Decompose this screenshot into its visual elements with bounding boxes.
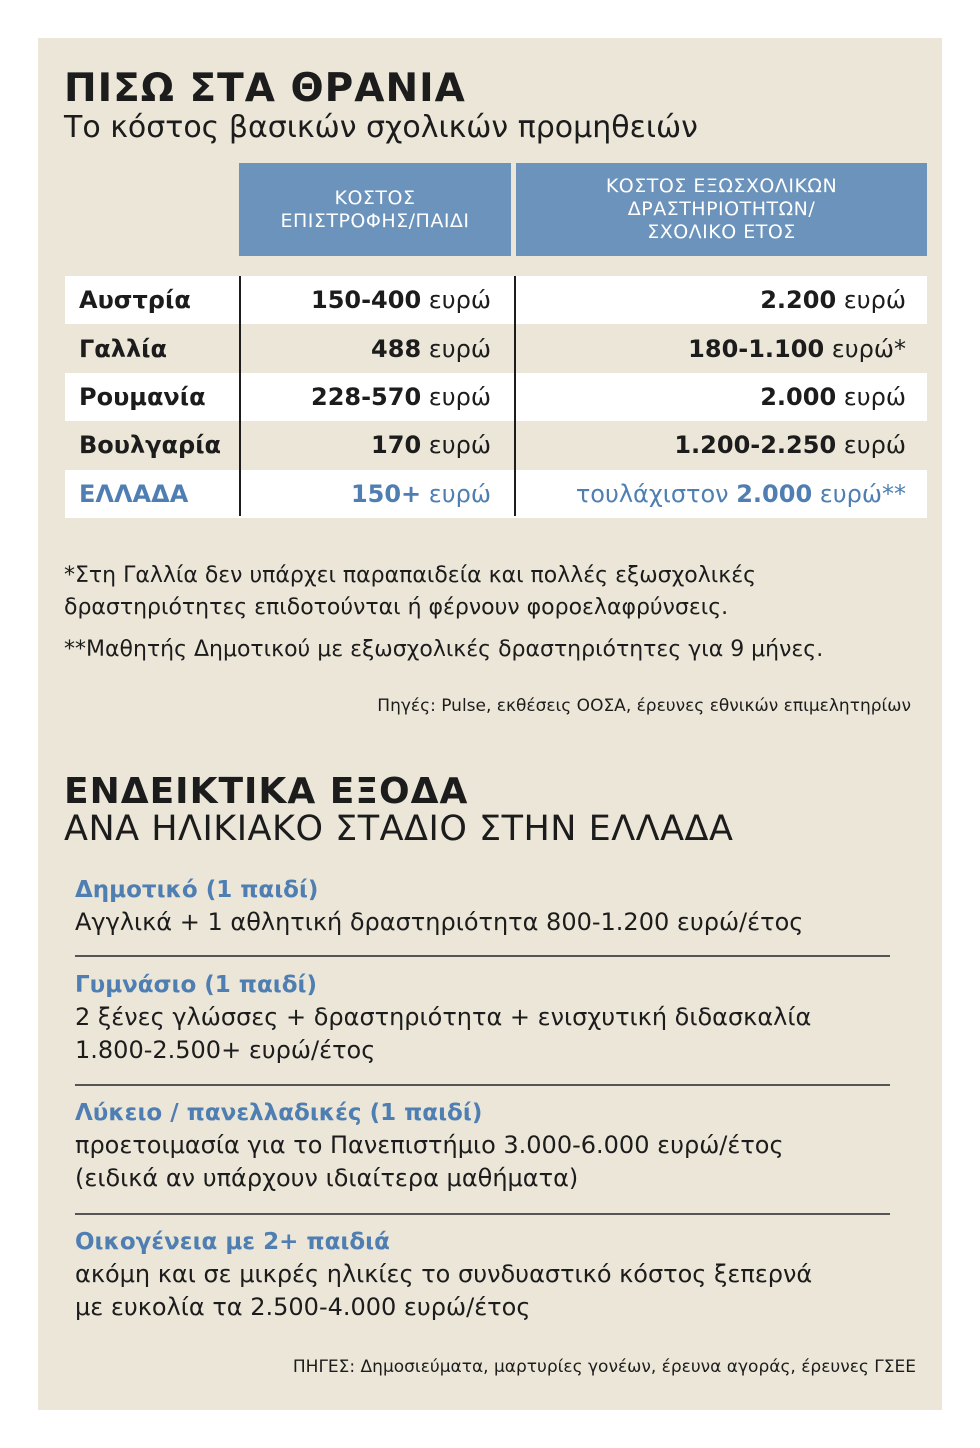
stage-detail: 2 ξένες γλώσσες + δραστηριότητα + ενισχυτική διδασκαλία [75,1003,812,1031]
extracurricular-cost-cell [688,324,906,372]
footnote-line: δραστηριότητες επιδοτούνται ή φέρνουν φοροελαφρύνσεις. [64,595,729,620]
table-header-return-cost [239,163,511,256]
value: 150+ [350,479,422,508]
stage-heading: Γυμνάσιο (1 παιδί) [75,972,318,998]
unit: ευρώ [843,382,906,411]
extracurricular-cost-cell [674,421,906,469]
value: 1.200-2.250 [674,431,837,460]
stage-gymnasium [75,969,905,1067]
unit: ευρώ [428,431,491,460]
value: 2.200 [760,286,837,315]
unit: ευρώ [428,334,491,363]
prefix: τουλάχιστον [575,479,729,508]
divider [75,955,890,957]
stage-family [75,1226,905,1324]
divider [75,1084,890,1086]
cost-table [65,276,927,518]
value: 180-1.100 [688,334,825,363]
stage-lyceum [75,1097,905,1195]
table-header-extracurricular-cost [516,163,927,256]
section1-subtitle: Το κόστος βασικών σχολικών προμηθειών [64,110,698,145]
return-cost-cell [351,470,491,518]
extracurricular-cost-cell [760,373,906,421]
value: 150-400 [311,286,422,315]
unit: ευρώ* [831,334,906,363]
header-line: ΣΧΟΛΙΚΟ ΕΤΟΣ [647,221,796,243]
stage-heading: Οικογένεια με 2+ παιδιά [75,1229,390,1255]
stage-detail: 1.800-2.500+ ευρώ/έτος [75,1036,376,1064]
stage-detail: με ευκολία τα 2.500-4.000 ευρώ/έτος [75,1293,531,1321]
country-cell: Βουλγαρία [79,431,222,460]
extracurricular-cost-cell [576,470,906,518]
table-row [65,276,927,324]
table-row [65,324,927,372]
value: 488 [371,334,422,363]
header-line: ΕΠΙΣΤΡΟΦΗΣ/ΠΑΙΔΙ [280,209,470,232]
return-cost-cell [311,276,491,324]
extracurricular-cost-cell [760,276,906,324]
stage-primary [75,874,905,939]
table-row [65,373,927,421]
value: 170 [371,431,422,460]
unit: ευρώ [428,286,491,315]
value: 2.000 [736,479,813,508]
source-note-section2: ΠΗΓΕΣ: Δημοσιεύματα, μαρτυρίες γονέων, έρευνα αγοράς, έρευνες ΓΣΕΕ [292,1357,916,1377]
header-line: ΔΡΑΣΤΗΡΙΟΤΗΤΩΝ/ [627,198,816,220]
column-divider [239,276,241,516]
unit: ευρώ [843,286,906,315]
unit: ευρώ [428,382,491,411]
section2-subtitle: ΑΝΑ ΗΛΙΚΙΑΚΟ ΣΤΑΔΙΟ ΣΤΗΝ ΕΛΛΑΔΑ [64,809,734,849]
table-row [65,421,927,469]
country-cell: Αυστρία [79,286,191,315]
header-line: ΚΟΣΤΟΣ ΕΞΩΣΧΟΛΙΚΩΝ [605,175,838,197]
footnote-line: *Στη Γαλλία δεν υπάρχει παραπαιδεία και πολλές εξωσχολικές [64,563,757,588]
value: 228-570 [311,382,422,411]
stage-heading: Δημοτικό (1 παιδί) [75,877,319,903]
section2-title: ΕΝΔΕΙΚΤΙΚΑ ΕΞΟΔΑ [64,771,469,812]
stage-detail: προετοιμασία για το Πανεπιστήμιο 3.000-6.000 ευρώ/έτος [75,1131,784,1159]
country-cell: Γαλλία [79,334,167,363]
footnote-greece: **Μαθητής Δημοτικού με εξωσχολικές δραστηριότητες για 9 μήνες. [64,637,824,662]
return-cost-cell [371,324,491,372]
value: 2.000 [760,382,837,411]
section1-title: ΠΙΣΩ ΣΤΑ ΘΡΑΝΙΑ [64,66,466,111]
country-cell: ΕΛΛΑΔΑ [79,479,189,508]
unit: ευρώ [843,431,906,460]
footnote-france [64,560,756,624]
column-divider [514,276,516,516]
stage-detail: (ειδικά αν υπάρχουν ιδιαίτερα μαθήματα) [75,1164,579,1192]
divider [75,1213,890,1215]
unit: ευρώ [428,479,491,508]
table-row-greece [65,470,927,518]
return-cost-cell [371,421,491,469]
source-note: Πηγές: Pulse, εκθέσεις ΟΟΣΑ, έρευνες εθνικών επιμελητηρίων [377,696,911,716]
return-cost-cell [311,373,491,421]
stage-detail: ακόμη και σε μικρές ηλικίες το συνδυαστικό κόστος ξεπερνά [75,1260,813,1288]
country-cell: Ρουμανία [79,382,206,411]
stage-heading: Λύκειο / πανελλαδικές (1 παιδί) [75,1100,483,1126]
stage-detail: Αγγλικά + 1 αθλητική δραστηριότητα 800-1.200 ευρώ/έτος [75,908,804,936]
unit: ευρώ** [819,479,906,508]
header-line: ΚΟΣΤΟΣ [334,186,416,209]
